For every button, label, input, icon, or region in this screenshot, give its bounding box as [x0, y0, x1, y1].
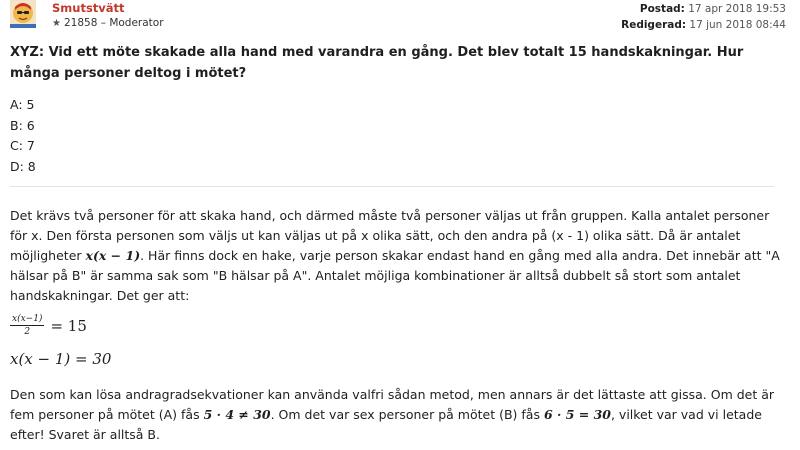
answer-options — [10, 95, 36, 177]
equation-2: x(x − 1) = 30 — [10, 350, 112, 368]
answer-paragraph — [10, 206, 785, 306]
option-c: C: 7 — [10, 138, 35, 153]
math-expression: x(x − 1) — [85, 248, 141, 263]
post-header — [0, 0, 800, 36]
math-expression-1: 5 · 4 ≠ 30 — [203, 407, 271, 422]
posted-date — [621, 1, 786, 17]
fraction-rhs: = 15 — [50, 316, 87, 335]
fraction-numerator: x(x−1) — [12, 314, 43, 324]
edited-value: 17 jun 2018 08:44 — [689, 19, 786, 31]
closing-paragraph — [10, 385, 790, 445]
equation-fraction — [10, 313, 87, 349]
fraction-denominator: 2 — [24, 327, 31, 337]
option-a: A: 5 — [10, 97, 35, 112]
answer-p2-a: Den som kan lösa andragradsekvationer kan använda valfri sådan metod, men annars är det lättaste att gissa. Om det är fem personer på mötet (A) fås — [10, 387, 775, 422]
role-separator: – — [100, 17, 106, 29]
answer-p1-b: . Här finns dock en hake, varje person skakar endast hand en gång med alla andra. Det innebär att "A hälsar på B" är samma sak som "B hälsar på A". Antalet möjliga kombinationer är alltså dubbelt så stort som antalet handskakningar. Det ger att: — [10, 248, 780, 303]
username-link[interactable]: Smutstvätt — [52, 1, 125, 15]
edited-label: Redigerad: — [621, 19, 687, 31]
fraction — [10, 313, 44, 338]
posted-value: 17 apr 2018 19:53 — [688, 3, 786, 15]
user-points: 21858 — [63, 17, 98, 29]
divider — [10, 186, 774, 187]
math-expression-2: 6 · 5 = 30 — [543, 407, 611, 422]
user-role: Moderator — [109, 17, 164, 29]
user-info — [52, 17, 164, 29]
avatar-face-icon — [10, 0, 36, 28]
star-icon: ★ — [52, 18, 61, 29]
option-b: B: 6 — [10, 117, 35, 133]
edited-date — [621, 17, 786, 33]
post-dates — [621, 1, 786, 33]
option-d: D: 8 — [10, 158, 36, 174]
answer-text-1 — [10, 206, 785, 306]
answer-p1-a: Det krävs två personer för att skaka hand, och därmed måste två personer väljas ut från gruppen. Kalla antalet personer för x. Den första personen som väljs ut kan väljas ut på x olika sätt, och den andra på (x - 1) olika sätt. Då är antalet möjligheter — [10, 208, 770, 263]
posted-label: Postad: — [639, 3, 685, 15]
answer-p2-b: . Om det var sex personer på mötet (B) fås — [270, 407, 544, 422]
answer-p2-c: , vilket var vad vi letade efter! Svaret är alltså B. — [10, 407, 762, 442]
question-text: XYZ: Vid ett möte skakade alla hand med varandra en gång. Det blev totalt 15 handskakningar. Hur många personer deltog i mötet? — [10, 45, 744, 81]
user-avatar[interactable] — [10, 0, 36, 28]
answer-text-2 — [10, 385, 790, 445]
